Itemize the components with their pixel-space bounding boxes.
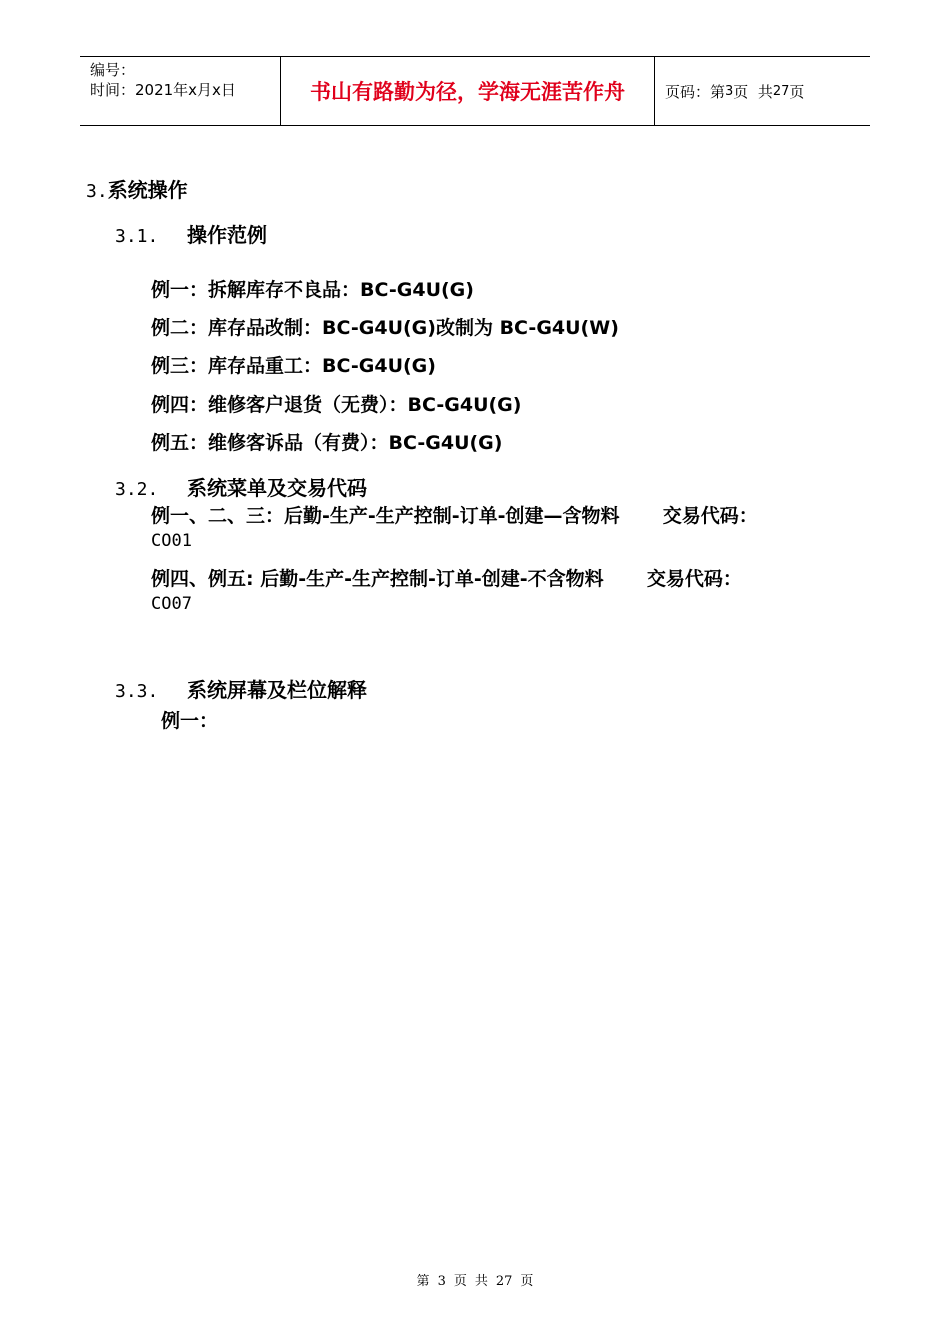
page-prefix: 页码：第 <box>665 82 726 101</box>
header-meta <box>80 57 281 125</box>
transaction-code: CO01 <box>151 531 192 551</box>
section-3-2-heading <box>115 472 367 501</box>
example-item: 例四：维修客户退货（无费）：BC-G4U(G) <box>151 394 522 416</box>
section-title: 操作范例 <box>187 223 267 247</box>
transaction-code: CO07 <box>151 594 192 614</box>
page-footer <box>0 1270 950 1289</box>
time-label: 时间：2021年x月x日 <box>90 81 236 99</box>
section-title: 系统屏幕及栏位解释 <box>187 678 367 702</box>
transaction-code-label: 交易代码： <box>662 505 758 527</box>
footer-text: 共 <box>474 1274 488 1289</box>
page-suffix: 页 <box>789 82 805 101</box>
footer-text: 页 <box>453 1274 467 1289</box>
document-header <box>80 56 870 126</box>
number-label: 编号： <box>90 61 136 79</box>
header-motto: 书山有路勤为径，学海无涯苦作舟 <box>281 57 655 125</box>
menu-path-item <box>151 567 851 616</box>
menu-path-item <box>151 504 851 553</box>
section-title: 系统操作 <box>107 178 188 202</box>
example-item: 例一：拆解库存不良品：BC-G4U(G) <box>151 279 474 301</box>
section-3-heading <box>86 174 188 203</box>
page-current: 3 <box>725 83 734 99</box>
header-page-number <box>655 57 870 125</box>
section-number: 3. <box>86 181 108 202</box>
section-number: 3.3. <box>115 681 159 702</box>
page-total: 27 <box>772 83 790 99</box>
page-mid: 页 共 <box>733 82 773 101</box>
menu-path-text: 例一、二、三：后勤-生产-生产控制-订单-创建—含物料 <box>151 505 620 527</box>
footer-text: 第 <box>416 1274 430 1289</box>
section-3-3-heading <box>115 674 367 703</box>
footer-current-page: 3 <box>437 1274 446 1289</box>
section-number: 3.2. <box>115 479 159 500</box>
example-item: 例五：维修客诉品（有费）：BC-G4U(G) <box>151 432 503 454</box>
transaction-code-label: 交易代码： <box>646 568 742 590</box>
footer-total-pages: 27 <box>495 1274 513 1289</box>
section-3-1-heading <box>115 219 267 248</box>
example-item: 例三：库存品重工：BC-G4U(G) <box>151 355 436 377</box>
section-3-3-example: 例一： <box>161 710 219 732</box>
section-number: 3.1. <box>115 226 159 247</box>
menu-path-text: 例四、例五: 后勤-生产-生产控制-订单-创建-不含物料 <box>151 568 604 590</box>
footer-text: 页 <box>520 1274 534 1289</box>
section-title: 系统菜单及交易代码 <box>187 476 367 500</box>
example-item: 例二：库存品改制：BC-G4U(G)改制为 BC-G4U(W) <box>151 317 619 339</box>
